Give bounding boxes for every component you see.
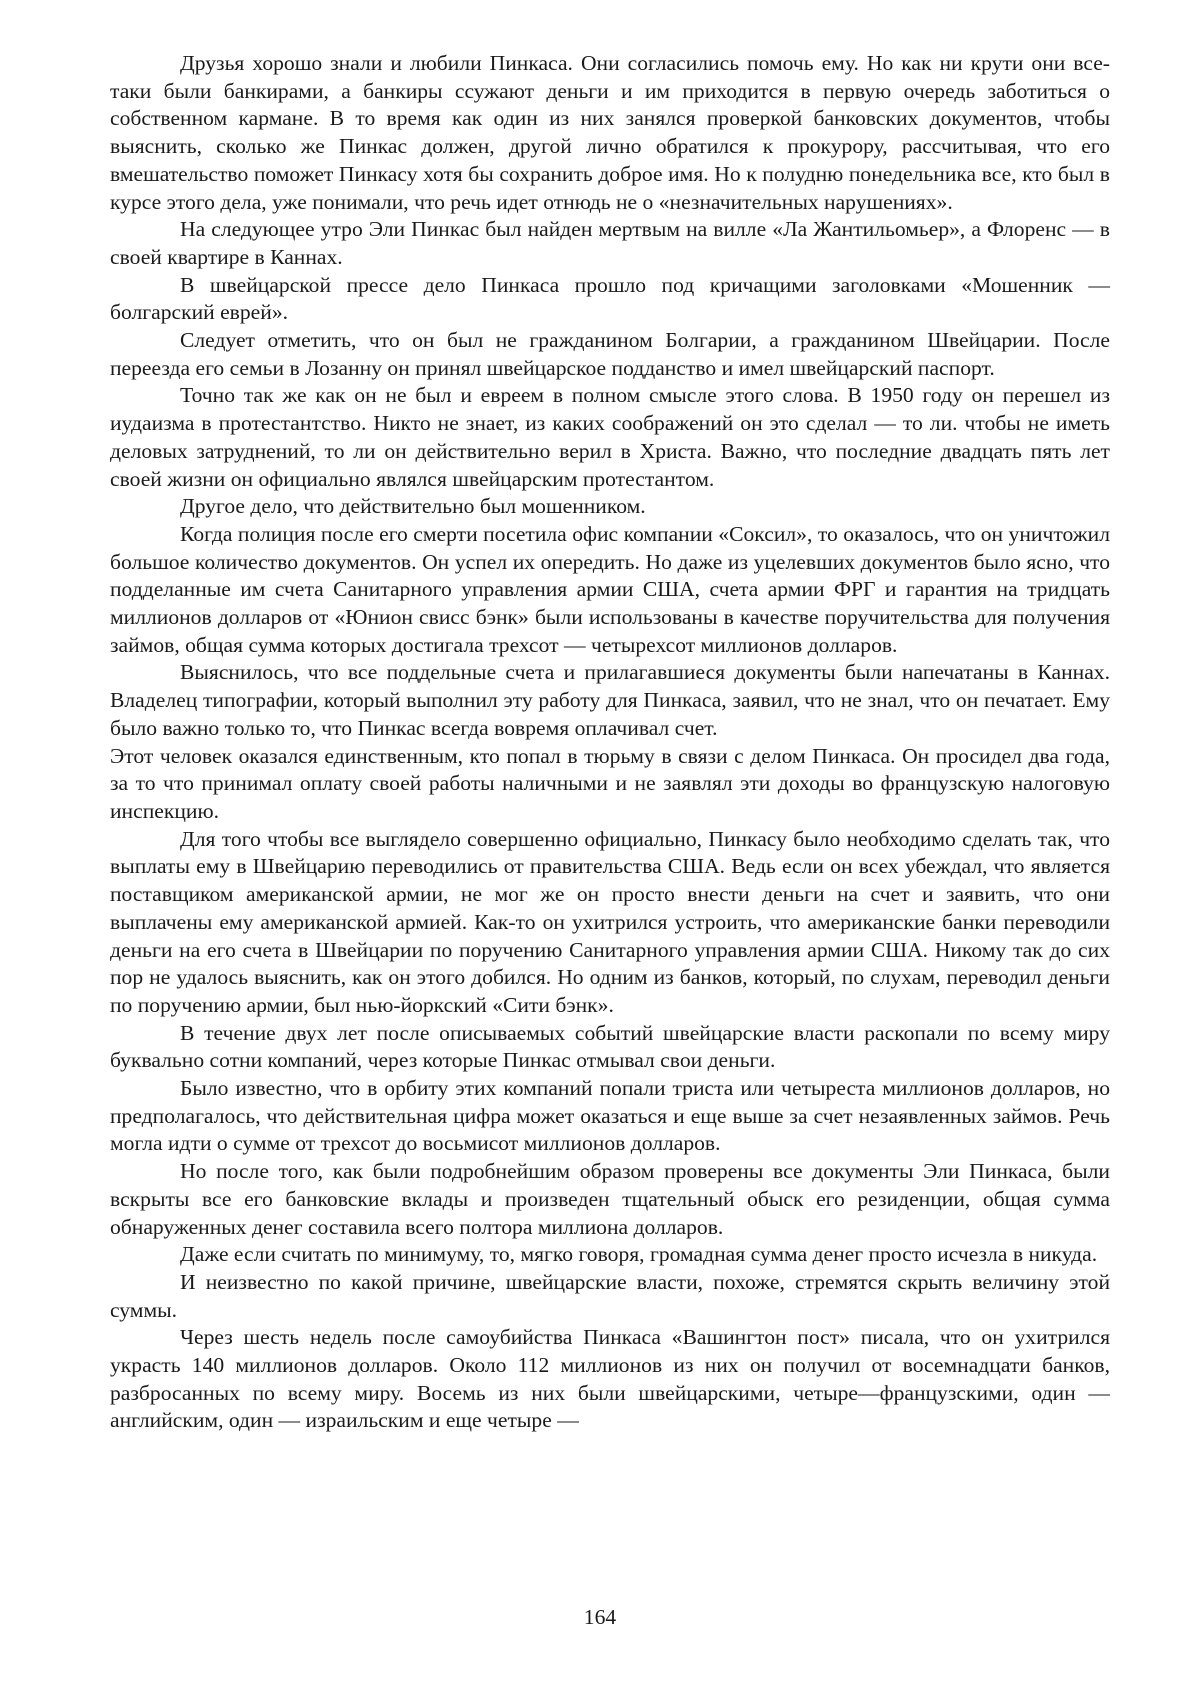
paragraph: Друзья хорошо знали и любили Пинкаса. Они согласились помочь ему. Но как ни крути они все-таки были банкирами, а банкиры ссужают деньги и им приходится в первую очередь заботиться о собственном кармане. В то время как один из них занялся проверкой банковских документов, чтобы выяснить, сколько же Пинкас должен, другой лично обратился к прокурору, рассчитывая, что его вмешательство поможет Пинкасу хотя бы сохранить доброе имя. Но к полудню понедельника все, кто был в курсе этого дела, уже понимали, что речь идет отнюдь не о «незначительных нарушениях». [110,51,1110,214]
paragraph: Точно так же как он не был и евреем в полном смысле этого слова. В 1950 году он перешел из иудаизма в протестантство. Никто не знает, из каких соображений он это сделал — то ли. чтобы не иметь деловых затруднений, то ли он действительно верил в Христа. Важно, что последние двадцать пять лет своей жизни он официально являлся швейцарским протестантом. [110,383,1110,491]
paragraph: Этот человек оказался единственным, кто попал в тюрьму в связи с делом Пинкаса. Он просидел два года, за то что принимал оплату своей работы наличными и не заявлял эти доходы во французскую налоговую инспекцию. [110,743,1110,823]
paragraph: Было известно, что в орбиту этих компаний попали триста или четыреста миллионов долларов, но предполагалось, что действительная цифра может оказаться и еще выше за счет незаявленных займов. Речь могла идти о сумме от трехсот до восьмисот миллионов долларов. [110,1076,1110,1156]
page-number: 164 [583,1605,617,1629]
paragraph: В швейцарской прессе дело Пинкаса прошло под кричащими заголовками «Мошенник — болгарский еврей». [110,272,1110,325]
paragraph: Следует отметить, что он был не гражданином Болгарии, а гражданином Швейцарии. После переезда его семьи в Лозанну он принял швейцарское подданство и имел швейцарский паспорт. [110,328,1110,380]
paragraph: Через шесть недель после самоубийства Пинкаса «Вашингтон пост» писала, что он ухитрился украсть 140 миллионов долларов. Около 112 миллионов из них он получил от восемнадцати банков, разбросанных по всему миру. Восемь из них были швейцарскими, четыре—французскими, один — английским, один — израильским и еще четыре — [110,1325,1110,1433]
paragraph: Но после того, как были подробнейшим образом проверены все документы Эли Пинкаса, были вскрыты все его банковские вклады и произведен тщательный обыск его резиденции, общая сумма обнаруженных денег составила всего полтора миллиона долларов. [110,1159,1110,1239]
paragraph: Выяснилось, что все поддельные счета и прилагавшиеся документы были напечатаны в Каннах. Владелец типографии, который выполнил эту работу для Пинкаса, заявил, что не знал, что он печатает. Ему было важно только то, что Пинкас всегда вовремя оплачивал счет. [110,660,1110,740]
paragraph: И неизвестно по какой причине, швейцарские власти, похоже, стремятся скрыть величину этой суммы. [110,1269,1110,1322]
paragraph: В течение двух лет после описываемых событий швейцарские власти раскопали по всему миру буквально сотни компаний, через которые Пинкас отмывал свои деньги. [110,1020,1110,1073]
paragraph: Когда полиция после его смерти посетила офис компании «Соксил», то оказалось, что он уничтожил большое количество документов. Он успел их опередить. Но даже из уцелевших документов было ясно, что подделанные им счета Санитарного управления армии США, счета армии ФРГ и гарантия на тридцать миллионов долларов от «Юнион свисс бэнк» были использованы в качестве поручительства для получения займов, общая сумма которых достигала трехсот — четырехсот миллионов долларов. [110,521,1110,657]
paragraph: Даже если считать по минимуму, то, мягко говоря, громадная сумма денег просто исчезла в никуда. [180,1242,1098,1267]
page-body [110,50,1110,1435]
paragraph: Для того чтобы все выглядело совершенно официально, Пинкасу было необходимо сделать так, что выплаты ему в Швейцарию переводились от правительства США. Ведь если он всех убеждал, что является поставщиком американской армии, не мог же он просто внести деньги на счет и заявить, что они выплачены ему американской армией. Как-то он ухитрился устроить, что американские банки переводили деньги на его счета в Швейцарии по поручению Санитарного управления армии США. Никому так до сих пор не удалось выяснить, как он этого добился. Но одним из банков, который, по слухам, переводил деньги по поручению армии, был нью-йоркский «Сити бэнк». [110,826,1110,1017]
paragraph: На следующее утро Эли Пинкас был найден мертвым на вилле «Ла Жантильомьер», а Флоренс — в своей квартире в Каннах. [110,217,1110,269]
paragraph: Другое дело, что действительно был мошенником. [180,494,646,519]
